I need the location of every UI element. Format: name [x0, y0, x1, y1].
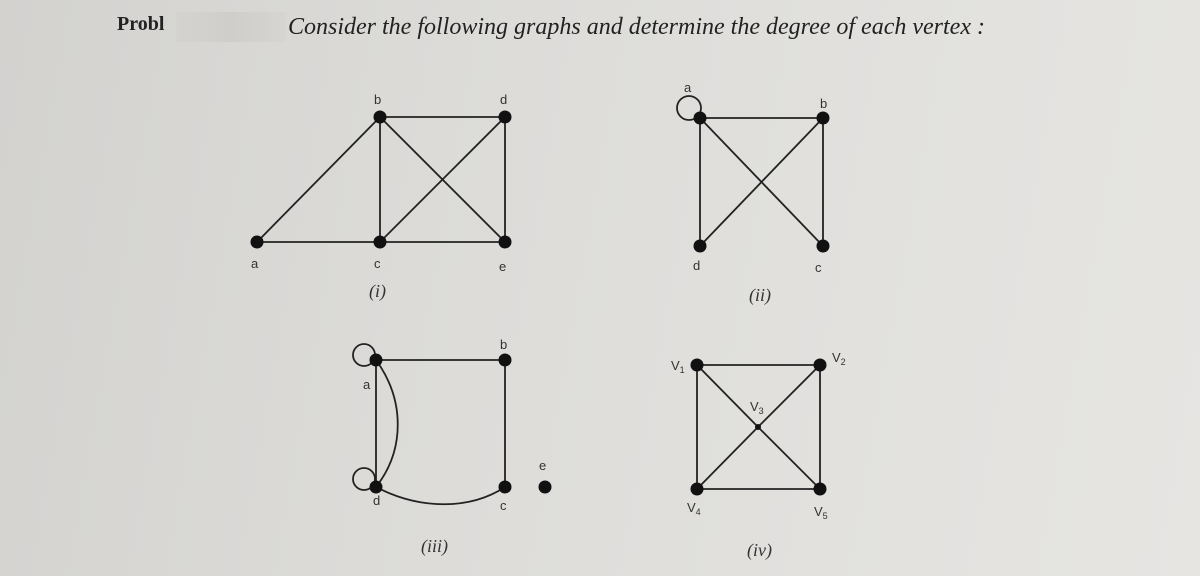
g1-vertex-e [499, 236, 512, 249]
g3-vertex-a [370, 354, 383, 367]
g1-vertex-a [251, 236, 264, 249]
graph-i [251, 92, 512, 302]
g3-label-c: c [500, 498, 507, 513]
g2-vertex-a [694, 112, 707, 125]
problem-label: Probl [117, 13, 165, 35]
g4-caption: (iv) [747, 540, 772, 560]
g2-label-a: a [684, 80, 692, 95]
g1-label-d: d [500, 92, 508, 107]
g1-edge-a-b [257, 117, 380, 242]
g3-label-b: b [500, 337, 508, 352]
g4-label-v5: $V_5$ [814, 504, 828, 521]
g4-vertex-v5 [814, 483, 827, 496]
g4-label-v3: $V_3$ [750, 399, 764, 416]
g4-vertex-v4 [691, 483, 704, 496]
g2-label-c: c [815, 260, 822, 275]
g4-edge-v3-v4 [697, 427, 758, 489]
g3-vertex-d [370, 481, 383, 494]
g3-edge-a-d-curve [376, 360, 398, 487]
g3-label-a: a [363, 377, 371, 392]
g1-label-e: e [499, 259, 507, 274]
g3-vertex-c [499, 481, 512, 494]
g1-vertex-d [499, 111, 512, 124]
g4-edge-v2-v3 [758, 365, 820, 427]
g4-vertex-v1 [691, 359, 704, 372]
g3-vertex-e [539, 481, 552, 494]
g4-edge-v3-v5 [758, 427, 820, 489]
g3-caption: (iii) [421, 536, 448, 556]
g1-label-b: b [374, 92, 382, 107]
g4-vertex-v3 [755, 424, 761, 430]
g2-vertex-d [694, 240, 707, 253]
g2-vertex-b [817, 112, 830, 125]
g1-label-c: c [374, 256, 381, 271]
g4-vertex-v2 [814, 359, 827, 372]
graph-iv [671, 350, 846, 561]
g4-label-v4: $V_4$ [687, 500, 701, 517]
question-text: Consider the following graphs and determine the degree of each vertex : [288, 14, 985, 40]
g2-label-d: d [693, 258, 701, 273]
g4-label-v2: $V_2$ [832, 350, 846, 367]
g3-edge-d-c-curve [376, 487, 505, 504]
g3-vertex-b [499, 354, 512, 367]
g4-label-v1: $V_1$ [671, 358, 685, 375]
g1-caption: (i) [369, 281, 386, 301]
g3-label-d: d [373, 493, 381, 508]
g4-edge-v1-v3 [697, 365, 758, 427]
graph-ii [677, 80, 830, 306]
g2-vertex-c [817, 240, 830, 253]
g2-label-b: b [820, 96, 828, 111]
g1-vertex-b [374, 111, 387, 124]
g1-vertex-c [374, 236, 387, 249]
g3-label-e: e [539, 458, 547, 473]
graph-iii [353, 337, 552, 557]
g2-caption: (ii) [749, 285, 771, 305]
g1-label-a: a [251, 256, 259, 271]
